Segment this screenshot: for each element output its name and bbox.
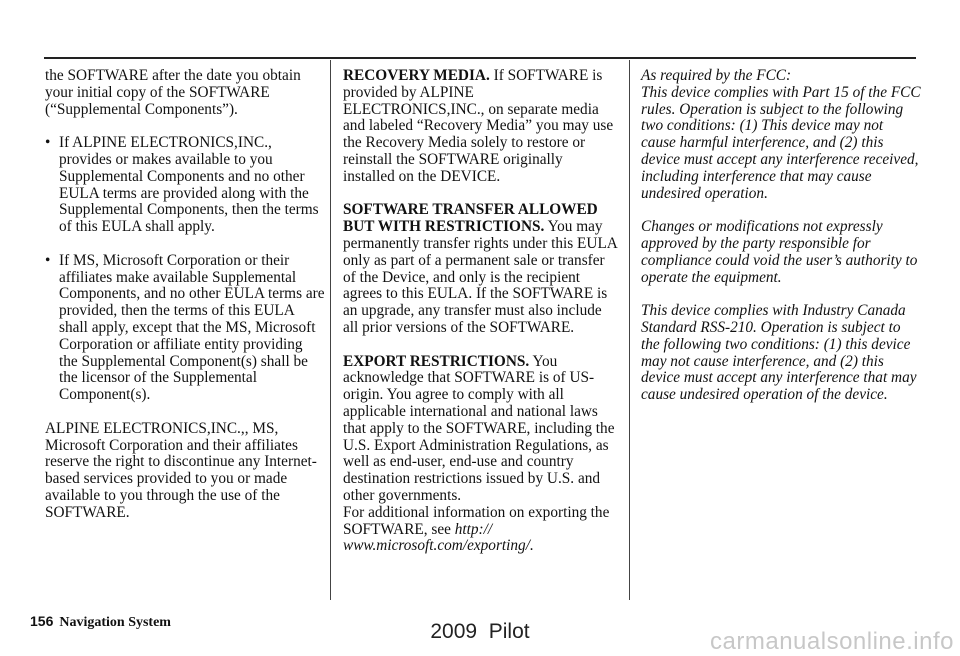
watermark-site: carmanualsonline.info: [710, 628, 954, 655]
paragraph-software-transfer: [343, 202, 618, 336]
paragraph-industry-canada: This device complies with Industry Canada Standard RSS-210. Operation is subject to the following two conditions: (1) this device may not cause interference, and (2) this device must accept any interference that may cause undesired operation of the device.: [641, 302, 917, 404]
column-1: [45, 68, 325, 538]
footer-section-title: Navigation System: [59, 615, 171, 630]
heading-export-restrictions: EXPORT RESTRICTIONS.: [343, 352, 530, 370]
top-rule: [44, 57, 916, 59]
heading-recovery-media: RECOVERY MEDIA.: [343, 67, 490, 84]
paragraph-recovery-media: [343, 68, 618, 186]
page-number: 156: [30, 613, 54, 629]
bullet-text-ms: If MS, Microsoft Corporation or their affiliates make available Supplemental Components, and no other EULA terms are provided, then the terms of this EULA shall apply, except that the MS, Microsoft Corporation or affiliate entity providing the Supplemental Component(s) shall be the licensor of the Supplemental Component(s).: [59, 251, 325, 404]
paragraph-export-info: [343, 505, 618, 555]
column-divider-1: [330, 60, 331, 600]
bullet-item-ms: [45, 253, 325, 404]
column-2: [343, 68, 618, 555]
text-export-restrictions: You acknowledge that SOFTWARE is of US-origin. You agree to comply with all applicable international and national laws that apply to the SOFTWARE, including the U.S. Export Administration Regulations, as well as end-user, end-use and country destination restrictions issued by U.S. and other governments.: [343, 352, 615, 504]
export-url-link[interactable]: http:// www.microsoft.com/exporting/.: [343, 520, 534, 555]
bullet-text-alpine: If ALPINE ELECTRONICS,INC., provides or makes available to you Supplemental Components and no other EULA terms are provided along with the Supplemental Components, then the terms of this EULA shall apply.: [59, 134, 319, 236]
bullet-glyph: •: [45, 251, 51, 269]
text-export-info: For additional information on exporting the SOFTWARE, see: [343, 503, 610, 538]
text-recovery-media: If SOFTWARE is provided by ALPINE ELECTRONICS,INC., on separate media and labeled “Recovery Media” you may use the Recovery Media solely to restore or reinstall the SOFTWARE originally installed on the DEVICE.: [343, 67, 614, 185]
column-3: [641, 68, 921, 421]
paragraph-fcc-compliance: As required by the FCC: This device complies with Part 15 of the FCC rules. Operation is subject to the following two conditions: (1) This device may not cause harmful interference, and (2) this device must accept any interference received, including interference that may cause undesired operation.: [641, 67, 921, 202]
watermark-title: 2009 Pilot: [430, 620, 530, 643]
bullet-glyph: •: [45, 134, 51, 152]
paragraph-fcc-modifications: Changes or modifications not expressly approved by the party responsible for compliance could void the user’s authority to operate the equipment.: [641, 218, 918, 286]
column-divider-2: [629, 60, 630, 600]
paragraph-supplemental-intro: the SOFTWARE after the date you obtain your initial copy of the SOFTWARE (“Supplemental Components”).: [45, 67, 301, 118]
paragraph-export-restrictions: [343, 354, 618, 505]
text-software-transfer: You may permanently transfer rights under this EULA only as part of a permanent sale or transfer of the Device, and only is the recipient agrees to this EULA. If the SOFTWARE is an upgrade, any transfer must also include all prior versions of the SOFTWARE.: [343, 218, 617, 336]
paragraph-internet-services: ALPINE ELECTRONICS,INC.,, MS, Microsoft Corporation and their affiliates reserve the right to discontinue any Internet-based services provided to you or made available to you through the use of the SOFTWARE.: [45, 419, 317, 521]
heading-software-transfer: SOFTWARE TRANSFER ALLOWED BUT WITH RESTRICTIONS.: [343, 201, 598, 236]
bullet-item-alpine: [45, 135, 325, 236]
